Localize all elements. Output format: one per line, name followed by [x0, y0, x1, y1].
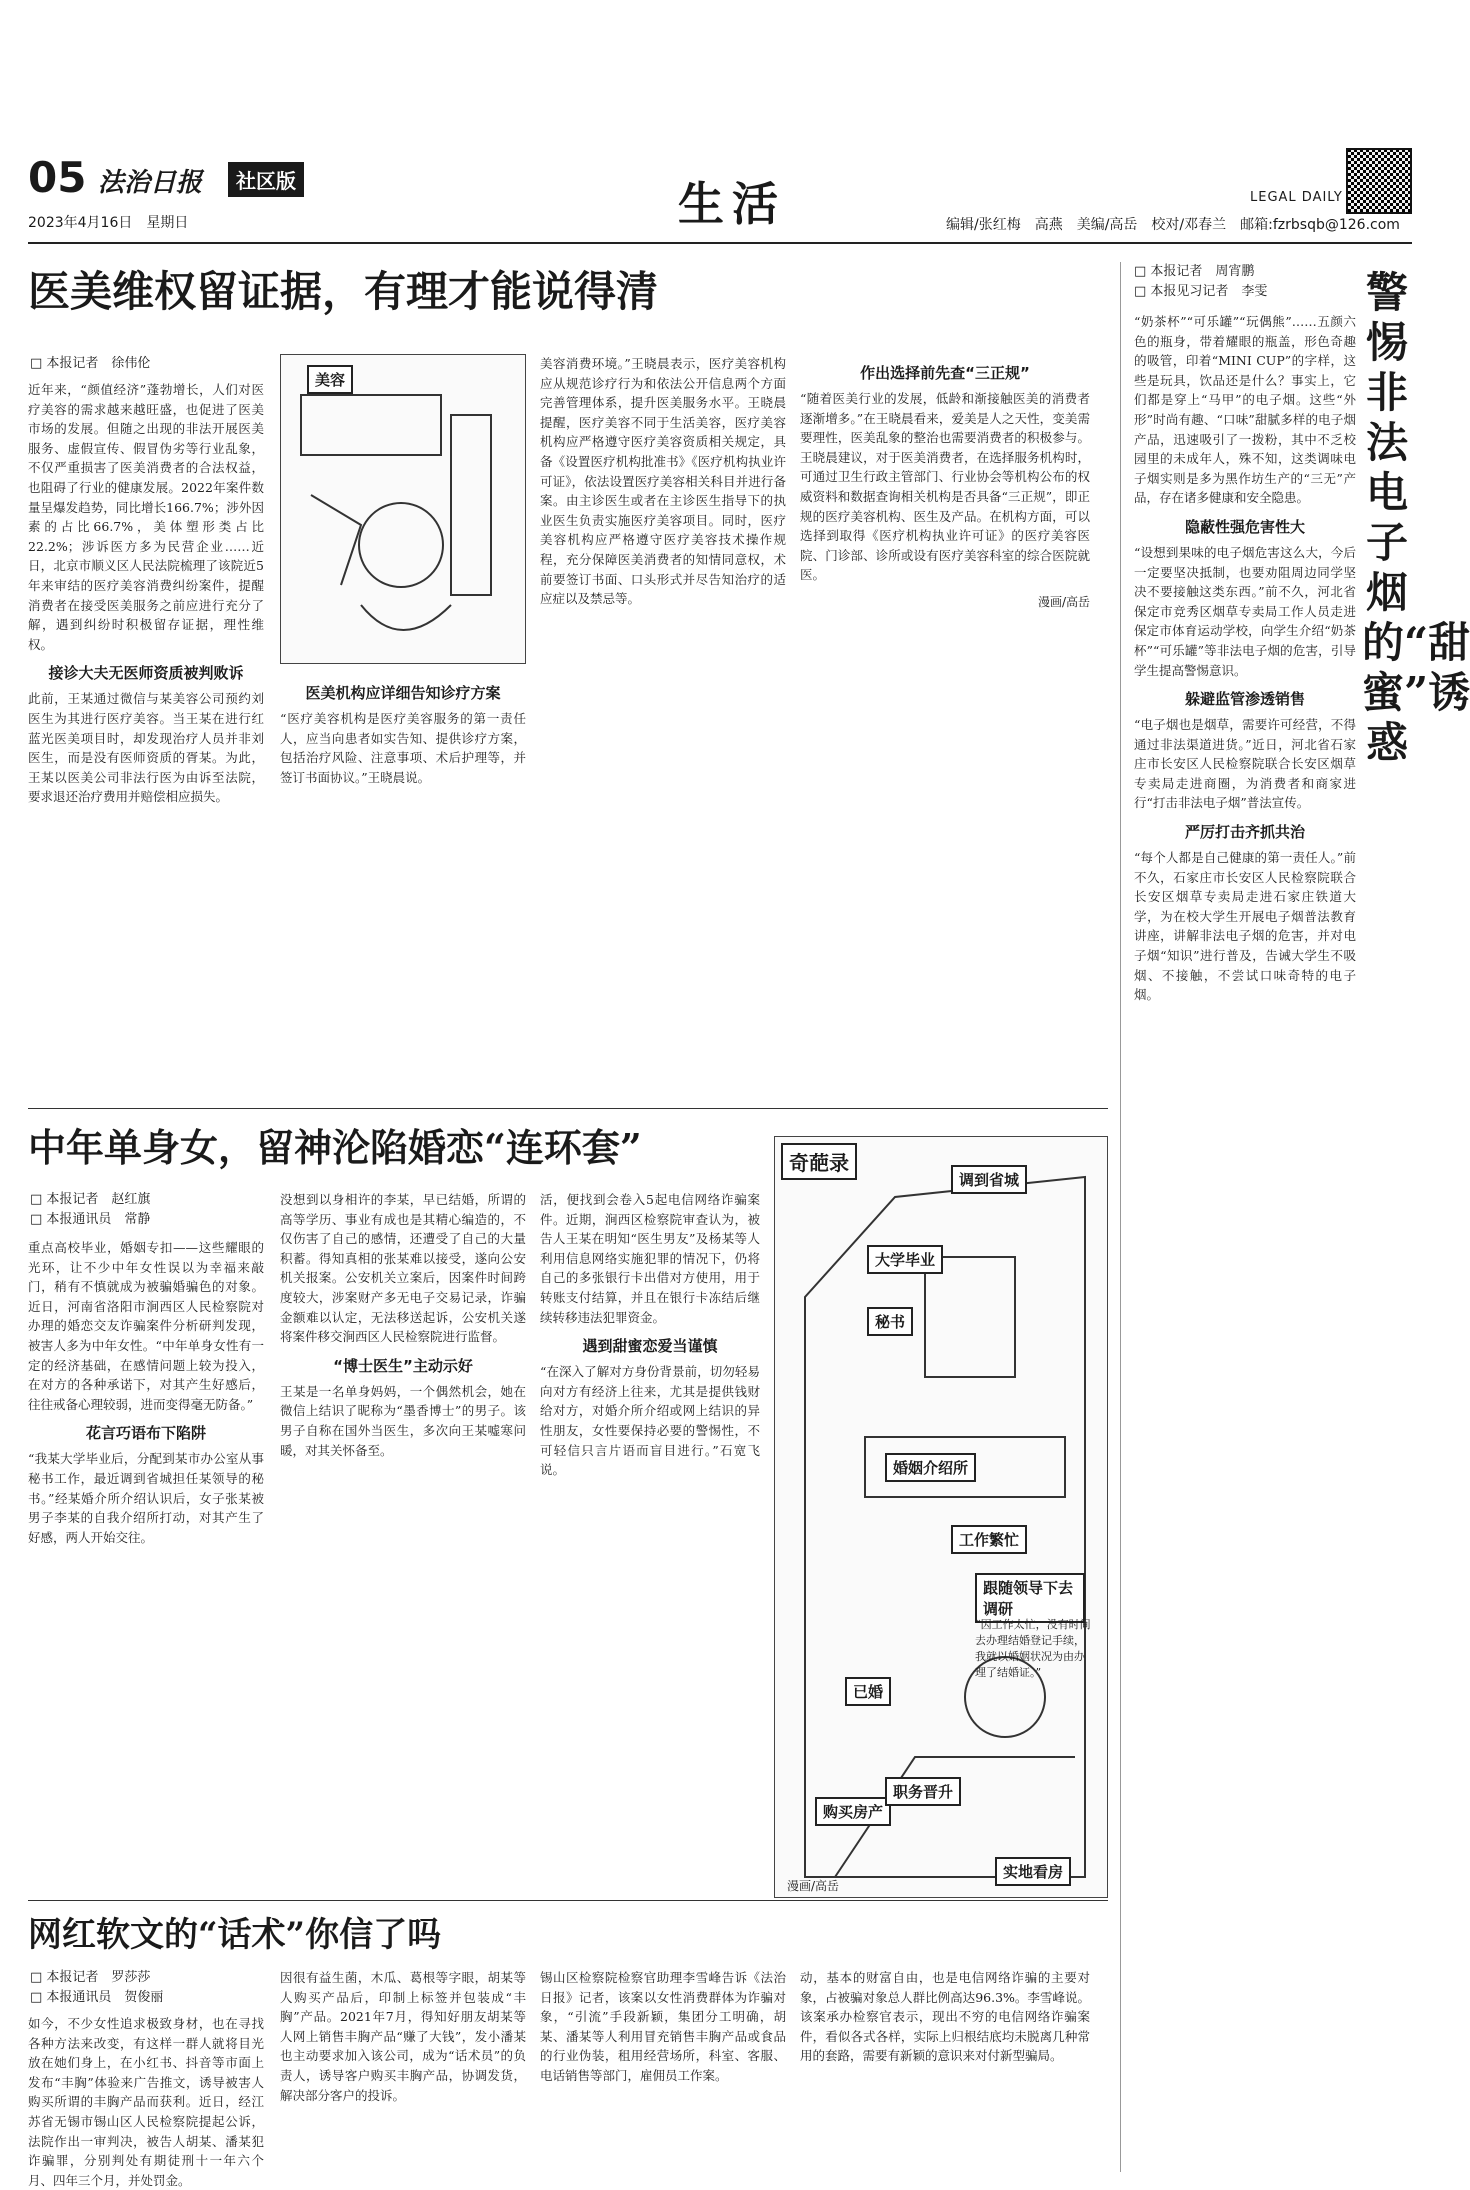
article1-text-3: 美容消费环境。”王晓晨表示，医疗美容机构应从规范诊疗行为和依法公开信息两个方面完善管理体系，提升医美服务水平。王晓晨提醒，医疗美容不同于生活美容，医疗美容机构应严格遵守医疗美容资质相关规定，具备《设置医疗机构批准书》《医疗机构执业许可证》，依法设置医疗美容相关科目并进行备案。由主诊医生或者在主诊医生指导下的执业医生负责实施医疗美容项目。同时，医疗美容机构应严格遵守医疗美容技术操作规程，充分保障医美消费者的知情同意权，术前要签订书面、口头形式并尽告知治疗的适应症以及禁忌等。	[540, 356, 786, 607]
article1-text-4: “医疗美容机构是医疗美容服务的第一责任人，应当向患者如实告知、提供诊疗方案，包括治疗风险、注意事项、术后护理等，并签订书面协议。”王晓晨说。	[280, 711, 526, 785]
article3-byline-1: □ 本报记者 罗莎莎	[30, 1970, 151, 1985]
article1-byline: □ 本报记者 徐伟伦	[30, 356, 151, 371]
article4-col	[1134, 312, 1356, 2172]
article2-headline: 中年单身女，留神沦陷婚恋“连环套”	[28, 1125, 642, 1170]
article1-illus-caption: 漫画/高岳	[1037, 594, 1090, 609]
illus-tag-4: 婚姻介绍所	[885, 1453, 976, 1482]
illus-tag-9: 职务晋升	[885, 1777, 961, 1806]
article3-col4	[800, 1968, 1090, 2178]
article4-subhead-1: 隐蔽性强危害性大	[1184, 517, 1305, 536]
illus-tag-7: 已婚	[845, 1677, 891, 1706]
article3-text-3: 锡山区检察院检察官助理李雪峰告诉《法治日报》记者，该案以女性消费群体为诈骗对象，“引流”手段新颖，集团分工明确，胡某、潘某等人利用冒充销售丰胸产品或食品的行业伪装，租用经营场所，科室、客服、电话销售等部门，雇佣员工作案。	[540, 1970, 786, 2083]
article2-byline-1: □ 本报记者 赵红旗	[30, 1192, 151, 1207]
article2-illustration	[774, 1136, 1108, 1898]
article4-byline-2: □ 本报见习记者 李雯	[1134, 284, 1268, 299]
beauty-cartoon-icon	[281, 355, 527, 665]
article1-text-5: “随着医美行业的发展，低龄和渐接触医美的消费者逐渐增多。”在王晓晨看来，爱美是人之天性，变美需要理性，医美乱象的整治也需要消费者的积极参与。王晓晨建议，对于医美消费者，在选择服务机构时，可通过卫生行政主管部门、行业协会等机构公布的权威资料和数据查询相关机构是否具备“三正规”，即正规的医疗美容机构、医生及产品。在机构方面，可以选择到取得《医疗机构执业许可证》的医疗美容医院、门诊部、诊所或设有医疗美容科室的综合医院就医。	[800, 391, 1090, 583]
beauty-tag: 美容	[307, 365, 353, 394]
illus-tag-10: 实地看房	[995, 1857, 1071, 1886]
article1-col1	[28, 380, 264, 1100]
article3-col3	[540, 1968, 786, 2178]
illus-tag-2: 大学毕业	[867, 1245, 943, 1274]
article3-text-4: 动，基本的财富自由，也是电信网络诈骗的主要对象，占被骗对象总人群比例高达96.3%。李雪峰说。该案承办检察官表示，现出不穷的电信网络诈骗案件，看似各式各样，实际上归根结底均未脱离几种常用的套路，需要有新颖的意识来对付新型骗局。	[800, 1970, 1090, 2064]
article1-text-2: 此前，王某通过微信与某美容公司预约刘医生为其进行医疗美容。当王某在进行红蓝光医美项目时，却发现治疗人员并非刘医生，而是没有医师资质的胥某。为此，王某以医美公司非法行医为由诉至法院，要求退还治疗费用并赔偿相应损失。	[28, 691, 264, 805]
article2-text-1: 重点高校毕业，婚姻专扣——这些耀眼的光环，让不少中年女性误以为幸福来敲门，稍有不慎就成为被骗婚骗色的对象。近日，河南省洛阳市涧西区人民检察院对办理的婚恋交友诈骗案件分析研判发现，被害人多为中年女性。“中年单身女性有一定的经济基础，在感情问题上较为投入，在对方的各种承诺下，对其产生好感后，往往戒备心理较弱，进而变得毫无防备。”	[28, 1240, 264, 1412]
article4-text-4: “每个人都是自己健康的第一责任人。”前不久，石家庄市长安区人民检察院联合长安区烟草专卖局走进石家庄铁道大学，为在校大学生开展电子烟普法教育讲座，讲解非法电子烟的危害，并对电子烟“知识”进行普及，告诫大学生不吸烟、不接触，不尝试口味奇特的电子烟。	[1134, 850, 1356, 1003]
article3-byline-2: □ 本报通讯员 贺俊丽	[30, 1990, 164, 2005]
illus-quote: “因工作太忙，没有时间去办理结婚登记手续，我就以婚姻状况为由办理了结婚证。”	[975, 1618, 1091, 1679]
illus-tag-8: 购买房产	[815, 1797, 891, 1826]
legal-daily-label: LEGAL DAILY	[1250, 190, 1343, 205]
article3-col1	[28, 2014, 264, 2188]
page-number: 05	[28, 153, 87, 202]
article1-col2	[540, 354, 786, 1100]
masthead-rule	[28, 242, 1412, 244]
article1-illustration	[280, 354, 526, 664]
article2-text-4: 王某是一名单身妈妈，一个偶然机会，她在微信上结识了昵称为“墨香博士”的男子。该男子自称在国外当医生，多次向王某嘘寒问暖，对其关怀备至。	[280, 1383, 526, 1458]
article4-subhead-2: 躲避监管渗透销售	[1184, 690, 1305, 709]
issue-date: 2023年4月16日 星期日	[28, 215, 189, 231]
editors-line: 编辑/张红梅 高燕 美编/高岳 校对/邓春兰 邮箱:fzrbsqb@126.com	[946, 217, 1400, 233]
article3-headline: 网红软文的“话术”你信了吗	[28, 1915, 442, 1955]
article2-subhead-1: 花言巧语布下陷阱	[85, 1424, 206, 1443]
article-influencer-ads	[28, 1910, 1108, 2188]
article4-byline-1: □ 本报记者 周宵鹏	[1134, 264, 1255, 279]
article4-text-2: “设想到果味的电子烟危害这么大，今后一定要坚决抵制，也要劝阻周边同学坚决不要接触这类东西。”前不久，河北省保定市竞秀区烟草专卖局工作人员走进保定市体育运动学校，向学生介绍“奶茶杯”“可乐罐”等非法电子烟的危害，引导学生提高警惕意识。	[1134, 544, 1356, 678]
illus-tag-3: 秘书	[867, 1307, 913, 1336]
article-medical-beauty	[28, 262, 1108, 1102]
stamp-label: 奇葩录	[781, 1143, 857, 1180]
article2-col1	[28, 1238, 264, 1898]
paper-name: 法治日报	[98, 168, 203, 198]
divider-2	[28, 1900, 1108, 1901]
article1-headline: 医美维权留证据，有理才能说得清	[28, 267, 659, 316]
article3-col2	[280, 1968, 526, 2178]
article1-col3	[800, 354, 1090, 1100]
article2-text-5: 活，便找到会卷入5起电信网络诈骗案件。近期，涧西区检察院审查认为，被告人王某在明知“医生男友”及杨某等人利用信息网络实施犯罪的情况下，仍将自己的多张银行卡出借对方使用，用于转账支付结算，并且在银行卡冻结后继续转移违法犯罪资金。	[540, 1192, 760, 1325]
article4-headline: 警惕非法电子烟的“甜蜜”诱惑	[1362, 268, 1470, 767]
masthead	[28, 148, 1412, 240]
article-marriage-scam	[28, 1120, 1108, 1900]
article1-text-1: 近年来，“颜值经济”蓬勃增长，人们对医疗美容的需求越来越旺盛，也促进了医美市场的发展。但随之出现的非法开展医美服务、虚假宣传、假冒伪劣等行业乱象，不仅严重损害了医美消费者的合法权益，也阻碍了行业的健康发展。2022年案件数量呈爆发趋势，同比增长166.7%；涉外因素的占比66.7%，美体塑形类占比22.2%；涉诉医方多为民营企业……近日，北京市顺义区人民法院梳理了该院近5年来审结的医疗美容消费纠纷案件，提醒消费者在接受医美服务之前应进行充分了解，遇到纠纷时积极留存证据，理性维权。	[28, 382, 264, 652]
article1-subhead-3: 医美机构应详细告知诊疗方案	[305, 684, 501, 702]
article2-text-6: “在深入了解对方身份背景前，切勿轻易向对方有经济上往来，尤其是提供钱财给对方，对婚介所介绍或网上结识的异性朋友，女性要保持必要的警惕性，不可轻信只言片语而盲目进行。”石宽飞说。	[540, 1364, 760, 1478]
article2-illus-caption: 漫画/高岳	[787, 1879, 840, 1893]
article2-subhead-2: “博士医生”主动示好	[333, 1356, 473, 1375]
article2-col2	[280, 1190, 526, 1898]
article-e-cigarettes	[1134, 262, 1470, 2180]
divider-1	[28, 1108, 1108, 1109]
qr-code-icon	[1346, 148, 1412, 214]
article4-text-1: “奶茶杯”“可乐罐”“玩偶熊”……五颜六色的瓶身，带着耀眼的瓶盖，形色奇趣的吸管，印着“MINI CUP”的字样，这些是玩具，饮品还是什么？事实上，它们都是穿上“马甲”的电子烟。这些“外形”时尚有趣、“口味”甜腻多样的电子烟产品，迅速吸引了一拨粉，其中不乏校园里的未成年人，殊不知，这类调味电子烟实则是多为黑作坊生产的“三无”产品，存在诸多健康和安全隐患。	[1134, 314, 1356, 506]
article2-col3	[540, 1190, 760, 1898]
article1-subhead-1: 接诊大夫无医师资质被判败诉	[48, 664, 244, 683]
article1-col2b	[280, 674, 526, 1100]
article1-subhead-2: 作出选择前先查“三正规”	[860, 364, 1030, 382]
article4-text-3: “电子烟也是烟草，需要许可经营，不得通过非法渠道进货。”近日，河北省石家庄市长安区人民检察院联合长安区烟草专卖局走进商圈，为消费者和商家进行“打击非法电子烟”普法宣传。	[1134, 717, 1356, 811]
article3-text-2: 因很有益生菌，木瓜、葛根等字眼，胡某等人购买产品后，印制上标签并包装成“丰胸”产品。2021年7月，得知好朋友胡某等人网上销售丰胸产品“赚了大钱”，发小潘某也主动要求加入该公司，成为“话术员”的负责人，诱导客户购买丰胸产品，协调发货，解决部分客户的投诉。	[280, 1970, 526, 2103]
article4-subhead-3: 严厉打击齐抓共治	[1184, 823, 1305, 842]
edition-label: 社区版	[228, 162, 304, 197]
section-title: 生活	[678, 177, 786, 231]
illus-tag-5: 工作繁忙	[951, 1525, 1027, 1554]
illus-tag-1: 调到省城	[951, 1165, 1027, 1194]
article2-byline-2: □ 本报通讯员 常静	[30, 1212, 151, 1227]
right-column-divider	[1120, 262, 1121, 2172]
article2-text-2: “我某大学毕业后，分配到某市办公室从事秘书工作，最近调到省城担任某领导的秘书。”经某婚介所介绍认识后，女子张某被男子李某的自我介绍所打动，对其产生了好感，两人开始交往。	[28, 1451, 264, 1545]
article2-text-3: 没想到以身相许的李某，早已结婚，所谓的高等学历、事业有成也是其精心编造的，不仅伤害了自己的感情，还遭受了自己的大量积蓄。得知真相的张某难以接受，遂向公安机关报案。公安机关立案后，因案件时间跨度较大，涉案财产多无电子交易记录，诈骗金额难以认定，无法移送起诉，公安机关遂将案件移交涧西区人民检察院进行监督。	[280, 1192, 526, 1345]
article3-text-1: 如今，不少女性追求极致身材，也在寻找各种方法来改变，有这样一群人就将目光放在她们身上，在小红书、抖音等市面上发布“丰胸”体验来广告推文，诱导被害人购买所谓的丰胸产品而获利。近日，经江苏省无锡市锡山区人民检察院提起公诉，法院作出一审判决，被告人胡某、潘某犯诈骗罪，分别判处有期徒刑十一年六个月、四年三个月，并处罚金。	[28, 2016, 264, 2188]
illus-tag-6: 跟随领导下去调研	[975, 1573, 1085, 1623]
article2-subhead-3: 遇到甜蜜恋爱当谨慎	[582, 1337, 718, 1356]
